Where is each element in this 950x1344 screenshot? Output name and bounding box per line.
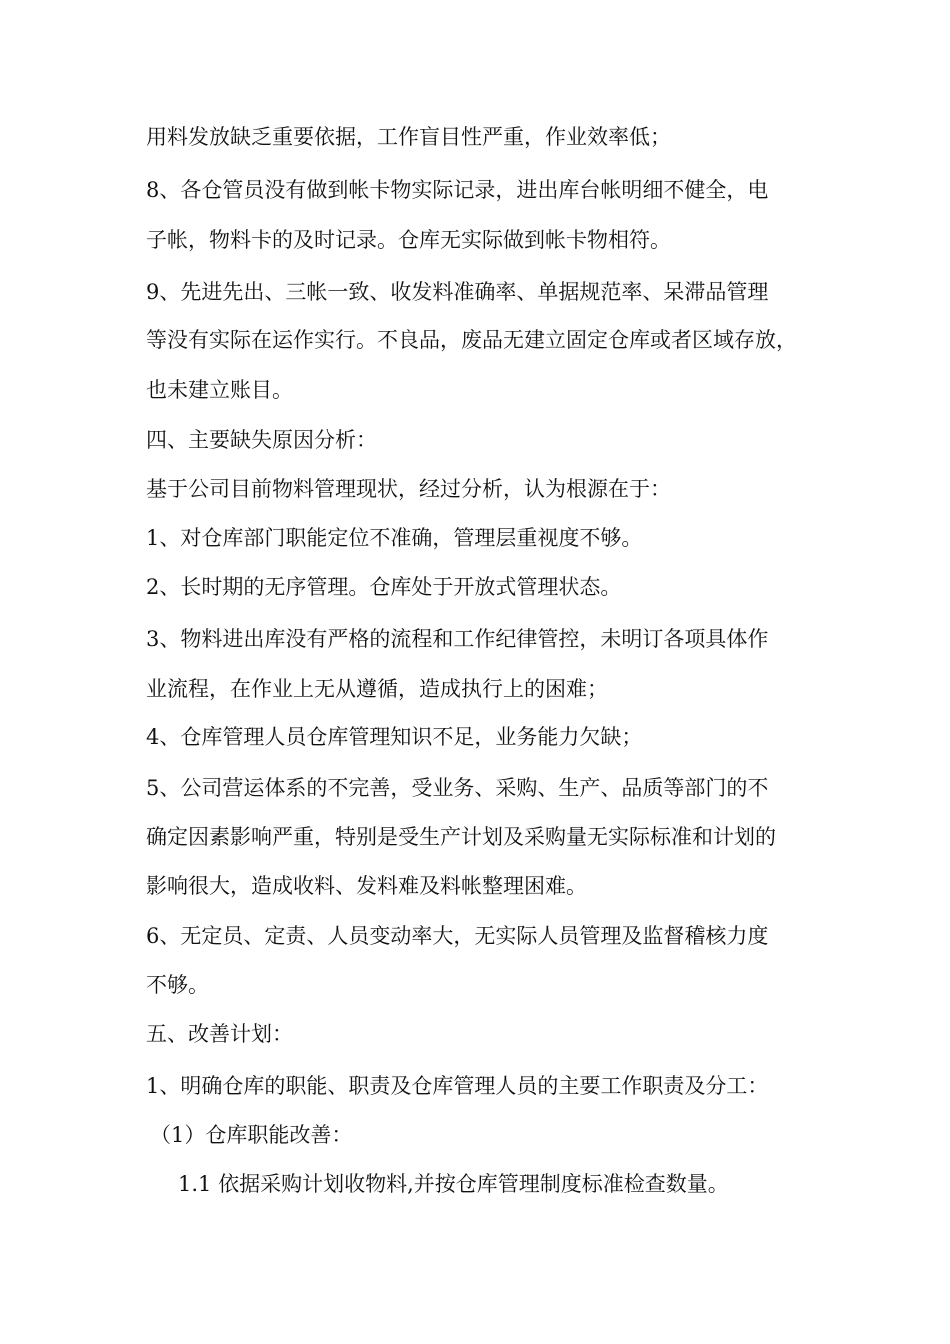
text-line: 9、先进先出、三帐一致、收发料准确率、单据规范率、呆滞品管理	[146, 280, 769, 304]
text-line: 不够。	[146, 973, 209, 997]
text-line: 子帐，物料卡的及时记录。仓库无实际做到帐卡物相符。	[146, 228, 671, 252]
text-line: 2、长时期的无序管理。仓库处于开放式管理状态。	[146, 575, 622, 599]
text-line: 1.1 依据采购计划收物料,并按仓库管理制度标准检查数量。	[178, 1172, 729, 1196]
text-line: 4、仓库管理人员仓库管理知识不足，业务能力欠缺；	[146, 725, 643, 749]
text-line: 等没有实际在运作实行。不良品，废品无建立固定仓库或者区域存放，	[146, 328, 797, 352]
subsection-heading: （1）仓库职能改善：	[150, 1123, 353, 1147]
text-line: 5、公司营运体系的不完善，受业务、采购、生产、品质等部门的不	[146, 776, 769, 800]
text-line: 确定因素影响严重，特别是受生产计划及采购量无实际标准和计划的	[146, 825, 776, 849]
section-heading: 四、主要缺失原因分析：	[146, 428, 377, 452]
text-line: 1、对仓库部门职能定位不准确，管理层重视度不够。	[146, 526, 643, 550]
text-line: 影响很大，造成收料、发料难及料帐整理困难。	[146, 874, 587, 898]
text-line: 3、物料进出库没有严格的流程和工作纪律管控，未明订各项具体作	[146, 627, 769, 651]
section-heading: 五、改善计划：	[146, 1022, 293, 1046]
text-line: 也未建立账目。	[146, 378, 293, 402]
text-line: 用料发放缺乏重要依据，工作盲目性严重，作业效率低；	[146, 125, 671, 149]
text-line: 基于公司目前物料管理现状，经过分析，认为根源在于：	[146, 477, 671, 501]
text-line: 6、无定员、定责、人员变动率大，无实际人员管理及监督稽核力度	[146, 924, 769, 948]
text-line: 1、明确仓库的职能、职责及仓库管理人员的主要工作职责及分工：	[146, 1074, 769, 1098]
text-line: 8、各仓管员没有做到帐卡物实际记录，进出库台帐明细不健全，电	[146, 178, 769, 202]
text-line: 业流程，在作业上无从遵循，造成执行上的困难；	[146, 677, 608, 701]
